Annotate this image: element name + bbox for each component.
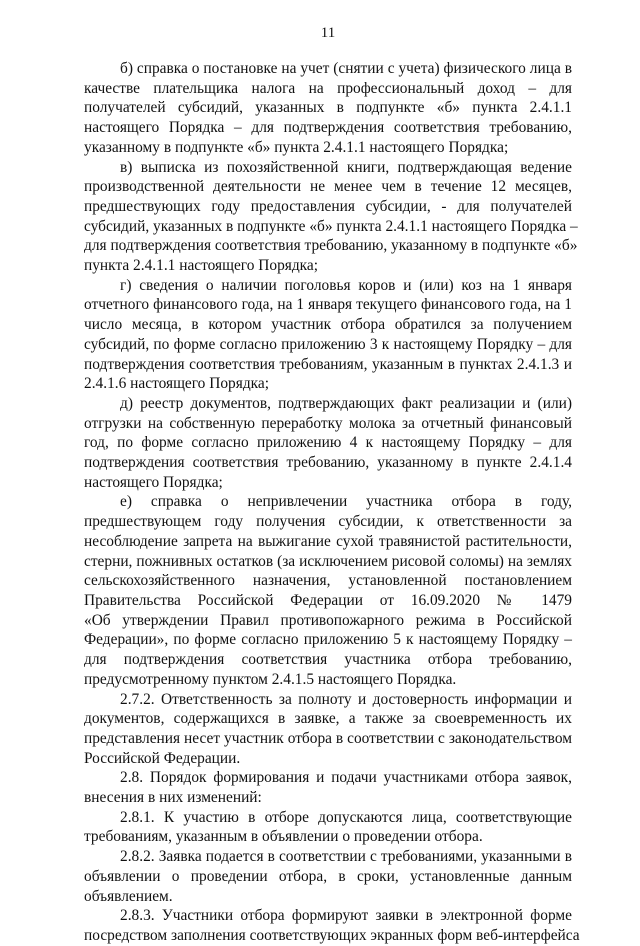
text-line: настоящего Порядка – для подтверждения соответствия требованию, bbox=[84, 119, 572, 137]
text-line: 2.8.3. Участники отбора формируют заявки в электронной форме bbox=[120, 907, 572, 925]
text-line: д) реестр документов, подтверждающих факт реализации и (или) bbox=[120, 394, 572, 412]
text-line: е) справка о непривлечении участника отбора в году, bbox=[120, 493, 572, 511]
paragraph-item-g bbox=[84, 276, 572, 394]
paragraph-p-2-8-1 bbox=[84, 808, 572, 847]
text-line: подтверждения соответствия требованию, указанному в пункте 2.4.1.4 bbox=[84, 454, 572, 472]
text-line: в) выписка из похозяйственной книги, подтверждающая ведение bbox=[120, 158, 572, 176]
text-line: предусмотренному пунктом 2.4.1.5 настоящего Порядка. bbox=[84, 670, 457, 688]
text-line: настоящего Порядка; bbox=[84, 473, 223, 491]
text-line: для подтверждения соответствия участника отбора требованию, bbox=[84, 651, 572, 669]
text-line: 2.8.1. К участию в отборе допускаются лица, соответствующие bbox=[120, 808, 572, 826]
text-line: «Об утверждении Правил противопожарного режима в Российской bbox=[84, 611, 572, 629]
text-line: для подтверждения соответствия требованию, указанному в подпункте «б» bbox=[84, 237, 578, 255]
paragraph-item-b bbox=[84, 59, 572, 158]
text-line: число месяца, в котором участник отбора обратился за получением bbox=[84, 316, 572, 334]
text-line: представления несет участник отбора в соответствии с законодательством bbox=[84, 729, 572, 747]
text-line: 2.8. Порядок формирования и подачи участниками отбора заявок, bbox=[120, 769, 572, 787]
text-line: год, по форме согласно приложению 4 к настоящему Порядку – для bbox=[84, 434, 572, 452]
text-line: предшествующих году предоставления субсидии, - для получателей bbox=[84, 197, 572, 215]
text-line: отгрузки на собственную переработку молока за отчетный финансовый bbox=[84, 414, 572, 432]
document-body bbox=[84, 59, 580, 946]
paragraph-item-e bbox=[84, 492, 572, 689]
text-line: Правительства Российской Федерации от 16.09.2020 № 1479 bbox=[84, 591, 572, 609]
text-line: предшествующем году получения субсидии, к ответственности за bbox=[84, 513, 572, 531]
paragraph-p-2-7-2 bbox=[84, 690, 572, 769]
text-line: субсидий, указанных в подпункте «б» пункта 2.4.1.1 настоящего Порядка – bbox=[84, 217, 578, 235]
paragraph-item-v bbox=[84, 158, 578, 276]
text-line: стерни, пожнивных остатков (за исключением рисовой соломы) на землях bbox=[84, 552, 572, 570]
text-line: отчетного финансового года, на 1 января текущего финансового года, на 1 bbox=[84, 296, 572, 314]
text-line: б) справка о постановке на учет (снятии с учета) физического лица в bbox=[120, 60, 572, 77]
text-line: Федерации», по форме согласно приложению 5 к настоящему Порядку – bbox=[84, 631, 572, 649]
text-line: объявлении о проведении отбора, в сроки, установленные данным bbox=[84, 867, 572, 885]
text-line: внесения в них изменений: bbox=[84, 789, 262, 807]
text-line: субсидий, по форме согласно приложению 3 к настоящему Порядку – для bbox=[84, 335, 572, 353]
text-line: производственной деятельности не менее чем в течение 12 месяцев, bbox=[84, 178, 572, 196]
text-line: посредством заполнения соответствующих экранных форм веб-интерфейса bbox=[84, 926, 580, 944]
text-line: Российской Федерации. bbox=[84, 749, 241, 767]
paragraph-p-2-8-3 bbox=[84, 906, 580, 945]
text-line: г) сведения о наличии поголовья коров и (или) коз на 1 января bbox=[120, 276, 572, 294]
text-line: требованиям, указанным в объявлении о проведении отбора. bbox=[84, 828, 483, 846]
text-line: подтверждения соответствия требованиям, указанным в пунктах 2.4.1.3 и bbox=[84, 355, 572, 373]
text-line: объявлением. bbox=[84, 887, 173, 905]
text-line: качестве плательщика налога на профессиональный доход – для bbox=[84, 79, 572, 97]
text-line: 2.8.2. Заявка подается в соответствии с требованиями, указанными в bbox=[120, 848, 572, 866]
paragraph-p-2-8 bbox=[84, 768, 572, 807]
paragraph-item-d bbox=[84, 394, 572, 493]
text-line: указанному в подпункте «б» пункта 2.4.1.1 настоящего Порядка; bbox=[84, 138, 509, 156]
text-line: документов, содержащихся в заявке, а также за своевременность их bbox=[84, 710, 572, 728]
text-line: получателей субсидий, указанных в подпункте «б» пункта 2.4.1.1 bbox=[84, 99, 572, 117]
text-line: сельскохозяйственного назначения, установленной постановлением bbox=[84, 572, 572, 590]
text-line: 2.7.2. Ответственность за полноту и достоверность информации и bbox=[120, 690, 572, 708]
page-number: 11 bbox=[320, 25, 336, 41]
text-line: 2.4.1.6 настоящего Порядка; bbox=[84, 375, 269, 393]
paragraph-p-2-8-2 bbox=[84, 847, 572, 906]
text-line: несоблюдение запрета на выжигание сухой травянистой растительности, bbox=[84, 532, 572, 550]
text-line: пункта 2.4.1.1 настоящего Порядка; bbox=[84, 257, 319, 275]
